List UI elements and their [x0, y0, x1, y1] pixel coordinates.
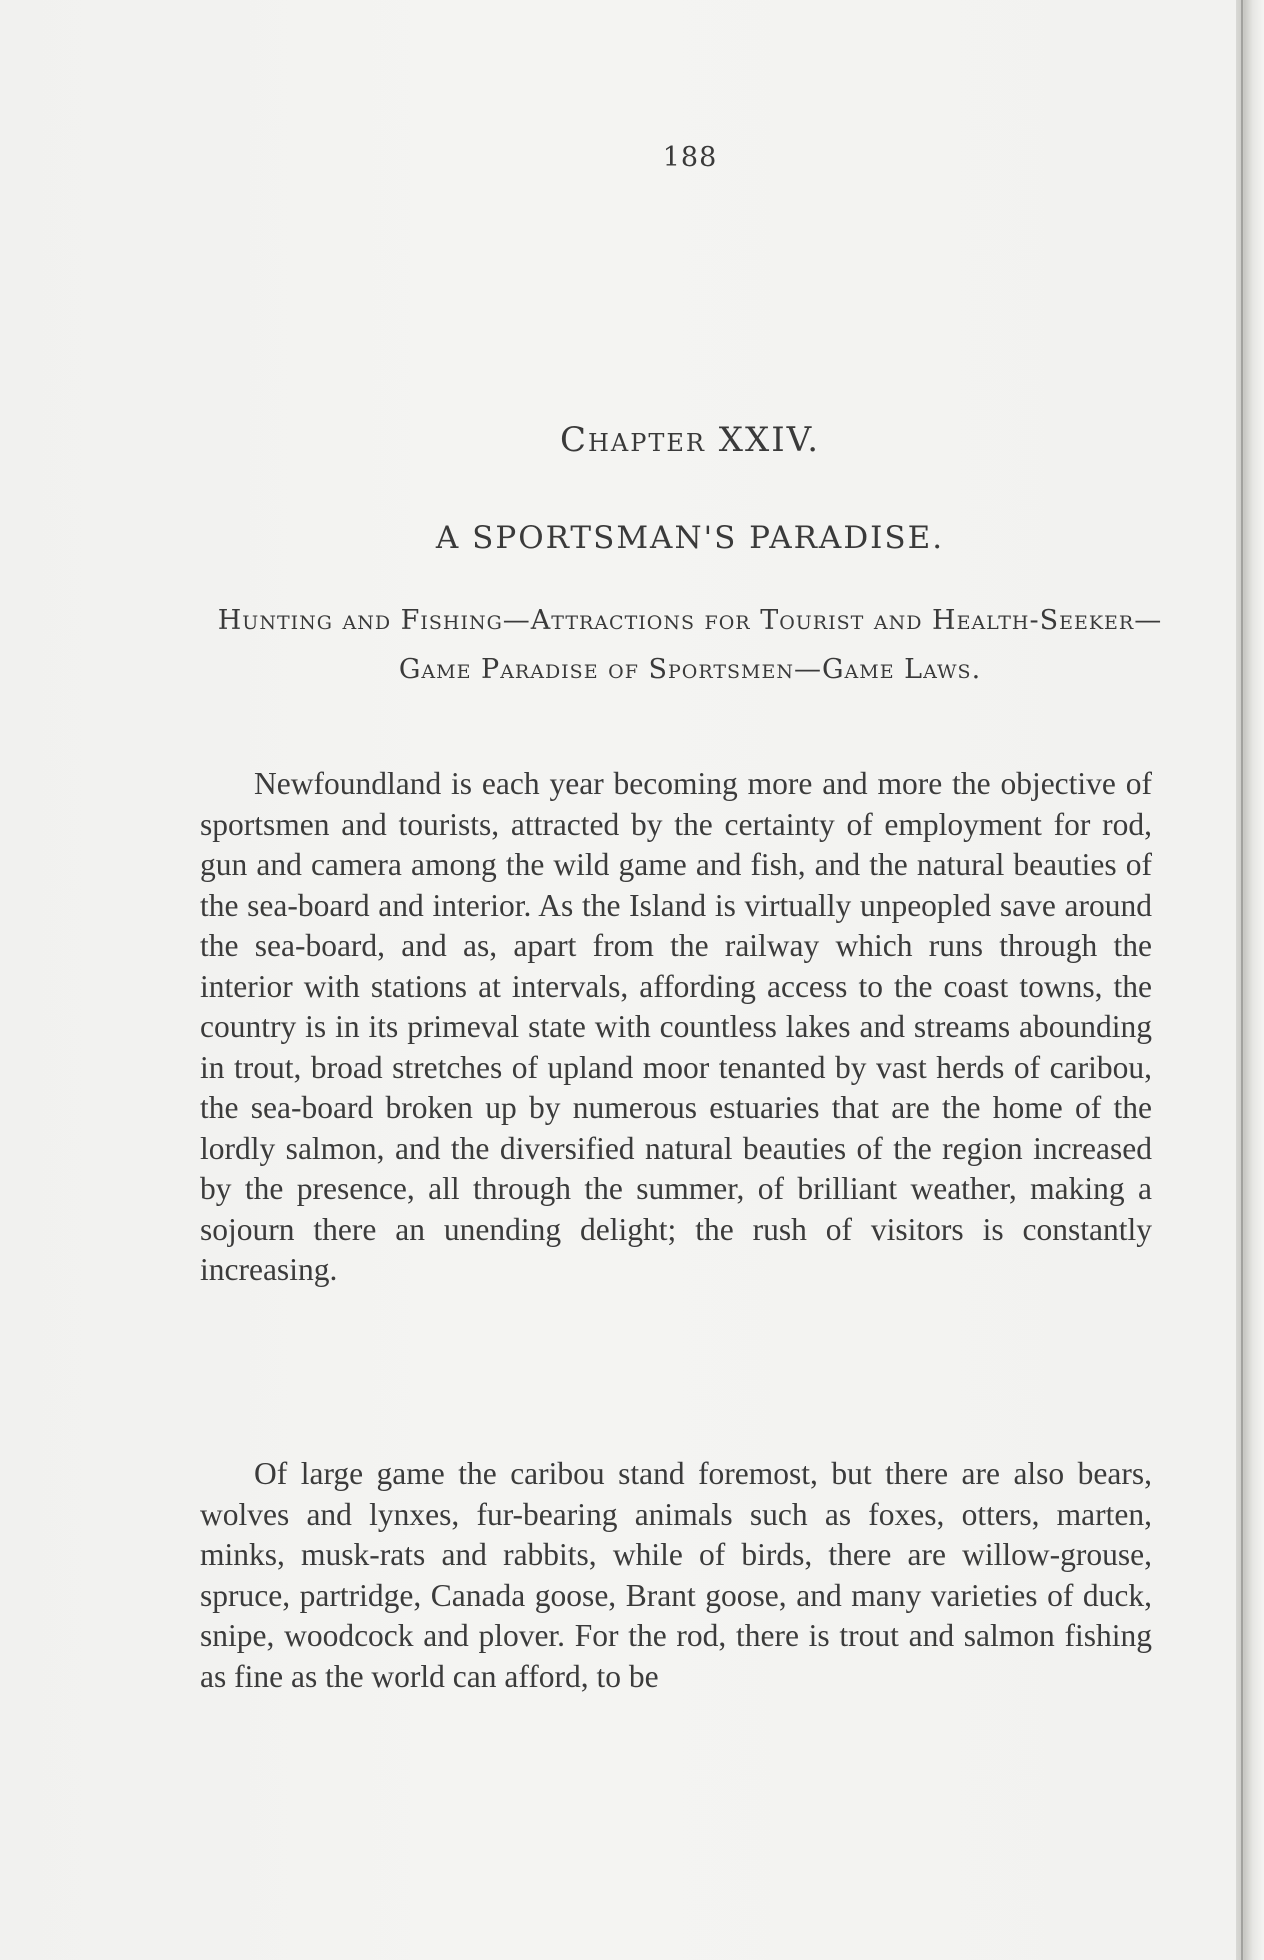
chapter-subtitle: Hunting and Fishing—Attractions for Tourist and Health-Seeker—Game Paradise of Sportsmen—Game Laws.: [217, 605, 1163, 685]
chapter-title: A SPORTSMAN'S PARADISE.: [435, 520, 945, 556]
chapter-heading: Chapter XXIV.: [559, 420, 821, 460]
page-number: 188: [662, 142, 718, 173]
body-paragraph: Of large game the caribou stand foremost, but there are also bears, wolves and lynxes, fur-bearing animals such as foxes, otters, marten, minks, musk-rats and rabbits, while of birds, there are willow-grouse, spruce, partridge, Canada goose, Brant goose, and many varieties of duck, snipe, woodcock and plover. For the rod, there is trout and salmon fishing as fine as the world can afford, to be: [200, 1456, 1152, 1694]
page-edge-line: [1241, 0, 1243, 1960]
body-paragraph: Newfoundland is each year becoming more and more the objective of sportsmen and tourists, attracted by the certainty of employment for rod, gun and camera among the wild game and fish, and the natural beauties of the sea-board and interior. As the Island is virtually unpeopled save around the sea-board, and as, apart from the railway which runs through the interior with stations at intervals, affording access to the coast towns, the country is in its primeval state with countless lakes and streams abounding in trout, broad stretches of upland moor tenanted by vast herds of caribou, the sea-board broken up by numerous estuaries that are the home of the lordly salmon, and the diversified natural beauties of the region increased by the presence, all through the summer, of brilliant weather, making a sojourn there an unending delight; the rush of visitors is constantly increasing.: [200, 766, 1152, 1287]
